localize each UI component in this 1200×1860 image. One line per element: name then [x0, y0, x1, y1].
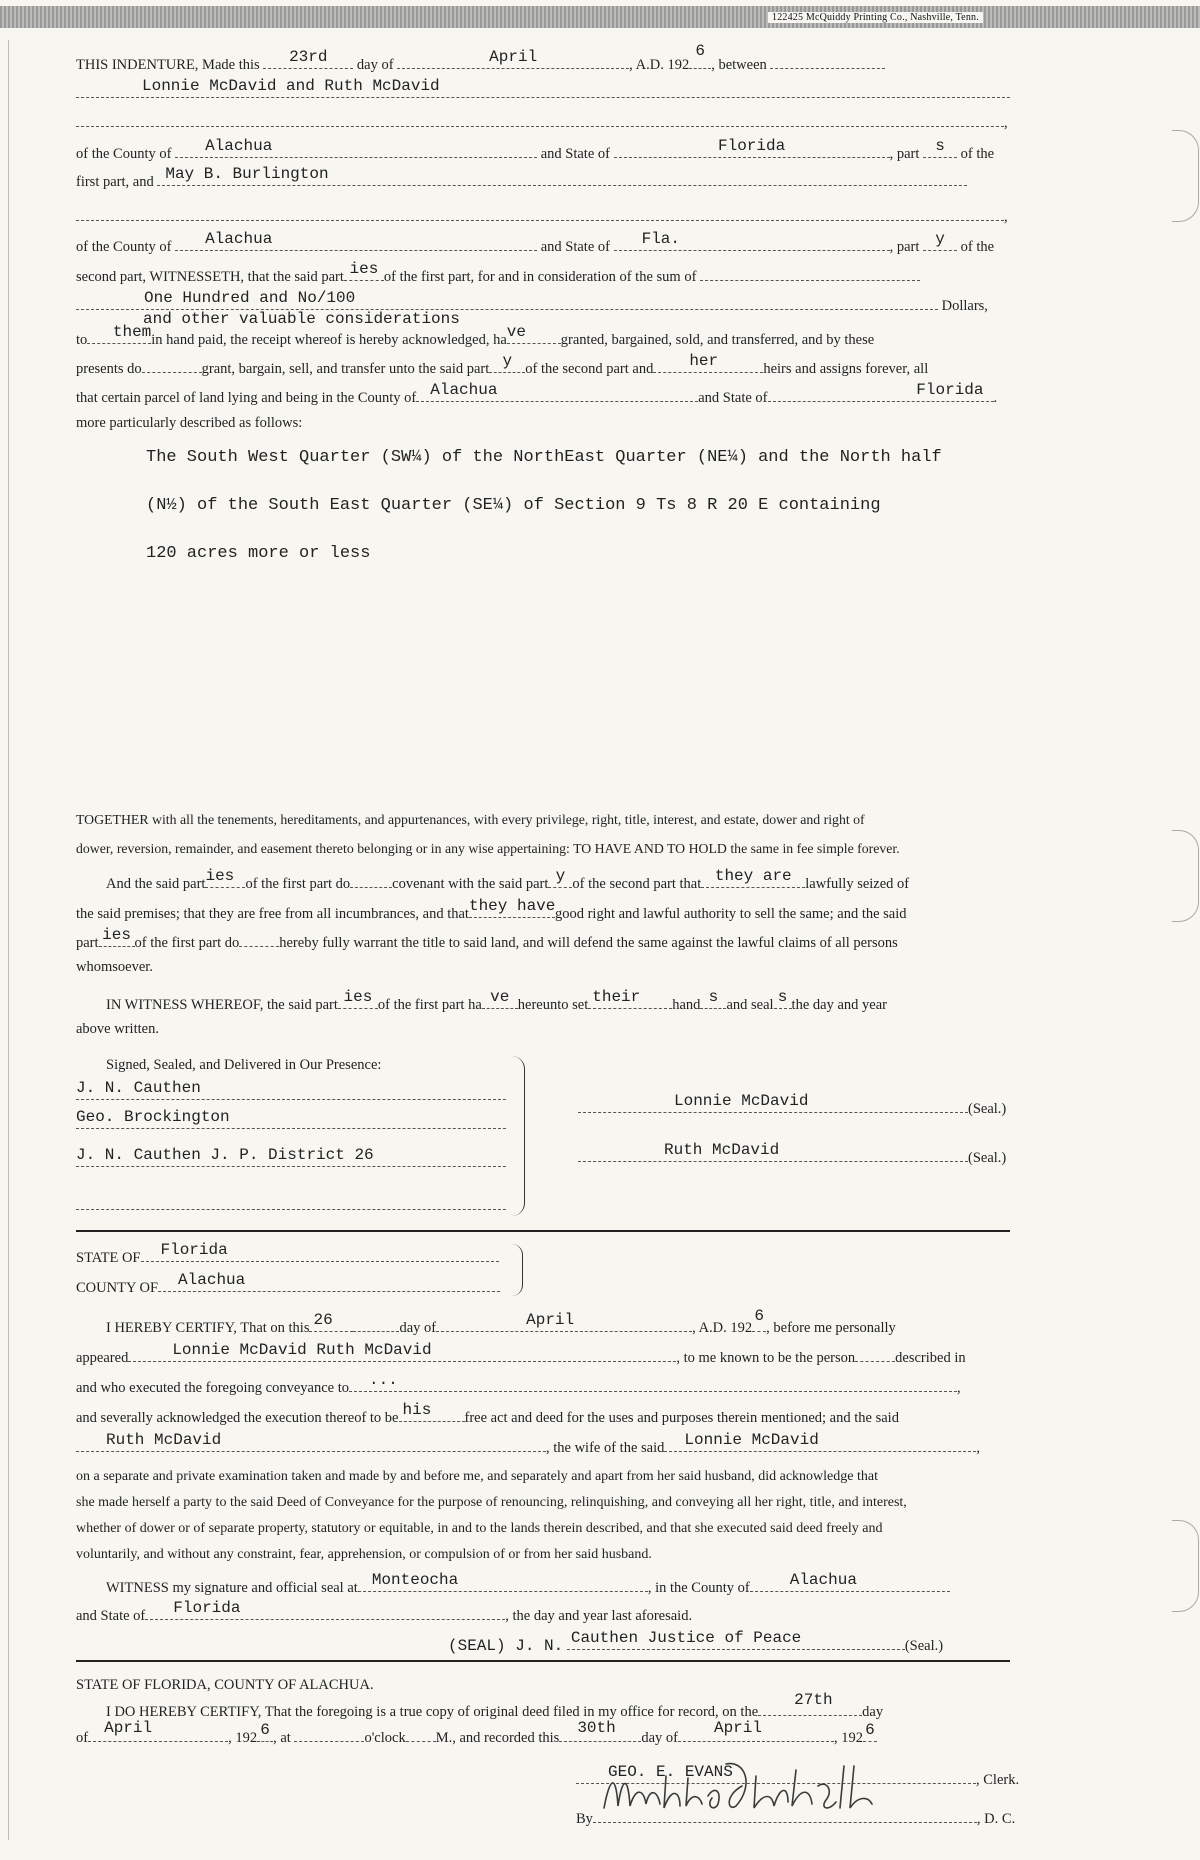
of-county-label: of the County of — [76, 146, 172, 162]
ack-state-blank — [141, 1241, 499, 1262]
granted-label: granted, bargained, sold, and transferred, and by these — [560, 332, 875, 348]
y-value: y — [555, 867, 566, 885]
blank-line: , — [76, 206, 1008, 226]
ack-state2-blank — [145, 1599, 505, 1620]
and-state-label: and State of — [540, 239, 610, 255]
party1-suffix-blank — [923, 137, 957, 158]
witness-f: the day and year — [791, 997, 887, 1013]
known-label: , to me known to be the person — [676, 1350, 856, 1366]
binder-ring-mark — [1172, 130, 1199, 222]
party1-names-line — [76, 77, 1010, 103]
party1-suffix: s — [935, 137, 945, 155]
recorded-year: 6 — [865, 1721, 875, 1739]
executed-line: and who executed the foregoing conveyance to ... , — [76, 1371, 961, 1396]
severally-line — [76, 1401, 899, 1427]
recorded-day: 30th — [577, 1719, 616, 1737]
witness-sig-label: WITNESS my signature and official seal at — [106, 1580, 358, 1596]
party1-county-line — [76, 137, 995, 163]
party2-county-line — [76, 230, 995, 256]
ies-blank — [99, 926, 135, 947]
certify-line — [106, 1307, 896, 1337]
officer-value: Cauthen Justice of Peace — [570, 1629, 802, 1647]
recorded-year-blank — [863, 1721, 877, 1742]
oclock-label: o'clock — [364, 1730, 406, 1746]
filed-day-blank — [758, 1691, 862, 1716]
witnesseth-line — [76, 260, 920, 286]
seal-label: (Seal.) — [968, 1150, 1007, 1166]
month-value: April — [489, 48, 538, 66]
recorded-this-label: M., and recorded this — [435, 1730, 560, 1746]
fill-dash — [294, 1727, 364, 1742]
day-label: day — [862, 1704, 884, 1720]
fill-dash — [353, 1317, 399, 1332]
his-value: his — [402, 1401, 432, 1419]
indenture-made-this: THIS INDENTURE, Made this — [76, 57, 260, 73]
to-label: to — [76, 332, 88, 348]
grantor-1: Lonnie McDavid — [674, 1092, 809, 1110]
presents-do-label: presents do — [76, 361, 142, 377]
second-part-and-label: of the second part and — [525, 361, 654, 377]
warrant-b: hereby fully warrant the title to said land, and will defend the same against the lawful claims of all persons — [279, 935, 898, 951]
covenant-d: of the second part that — [572, 876, 702, 892]
ve-value: ve — [490, 988, 510, 1006]
fill-dash — [239, 932, 279, 947]
witness-sig-line — [76, 1079, 506, 1105]
ies-value: ies — [205, 867, 235, 885]
and-state-label: and State of — [540, 146, 610, 162]
party2-name-line — [76, 165, 967, 191]
party1-state-blank — [614, 137, 890, 158]
party2-state-blank — [614, 230, 890, 251]
her-value: her — [689, 352, 719, 370]
printer-imprint: 122425 McQuiddy Printing Co., Nashville, Tenn. — [768, 12, 983, 23]
ve-value: ve — [506, 323, 526, 341]
husband-blank — [664, 1431, 976, 1452]
place-blank — [358, 1571, 648, 1592]
day-value: 23rd — [289, 48, 328, 66]
executed-label: and who executed the foregoing conveyance to — [76, 1380, 349, 1396]
y-blank — [489, 352, 525, 373]
part-label: , part — [889, 239, 920, 255]
ies-value: ies — [343, 988, 373, 1006]
receipt-line — [76, 323, 875, 349]
particularly-label: more particularly described as follows: — [76, 415, 303, 431]
ack-month: April — [526, 1311, 575, 1329]
ack-state: Florida — [160, 1241, 228, 1259]
ies-value: ies — [102, 926, 131, 944]
first-part-and-label: first part, and — [76, 174, 154, 190]
and-state-label: and State of — [76, 1608, 146, 1624]
wife-blank — [76, 1431, 546, 1452]
grantor-2: Ruth McDavid — [664, 1141, 780, 1159]
day-blank — [263, 48, 353, 69]
warrant-line — [76, 926, 898, 952]
wife-of-label: , the wife of the said — [546, 1440, 665, 1456]
land-state: Florida — [916, 381, 984, 399]
legal-description-line-3: 120 acres more or less — [146, 544, 371, 563]
blank-line: , — [76, 112, 1008, 132]
s-blank — [700, 988, 726, 1009]
witness-blank — [76, 1079, 506, 1100]
filed-day: 27th — [794, 1691, 833, 1709]
land-state-blank — [768, 381, 994, 402]
grantor-blank — [578, 1141, 968, 1162]
party2-county-blank — [175, 230, 537, 251]
between-label: , between — [711, 57, 767, 73]
witness-whereof-line — [106, 988, 887, 1014]
persons-blank — [128, 1341, 676, 1362]
ies-value: ies — [349, 260, 379, 278]
y-blank — [548, 867, 572, 888]
described-in-label: described in — [895, 1350, 966, 1366]
party2-county: Alachua — [205, 230, 273, 248]
ies-blank — [205, 867, 245, 888]
year-a-label: , 192 — [228, 1730, 258, 1746]
legal-description-line-1: The South West Quarter (SW¼) of the NorthEast Quarter (NE¼) and the North half — [146, 448, 942, 467]
ve-blank — [506, 323, 561, 344]
premises-b: good right and lawful authority to sell the same; and the said — [554, 906, 907, 922]
officer-prefix: (SEAL) J. N. — [448, 1637, 564, 1655]
witnesseth-label: second part, WITNESSETH, that the said part — [76, 269, 344, 285]
they-have-value: they have — [468, 897, 556, 915]
officer-line — [448, 1629, 944, 1655]
section-divider — [76, 1660, 1010, 1662]
of-label: of — [76, 1730, 89, 1746]
ack-month-blank — [436, 1311, 692, 1332]
witness-a: IN WITNESS WHEREOF, the said part — [106, 997, 338, 1013]
wife-value: Ruth McDavid — [106, 1431, 222, 1449]
and-state-line — [76, 1599, 693, 1625]
party1-county: Alachua — [205, 137, 273, 155]
day-of-label: day of — [399, 1320, 437, 1336]
together-text-1: TOGETHER with all the tenements, hereditaments, and appurtenances, with every privilege, right, title, interest, and estate, dower and right of — [76, 812, 865, 827]
clerk-name: GEO. E. EVANS — [608, 1763, 733, 1781]
year-blank — [689, 42, 711, 69]
s-value: s — [777, 988, 788, 1006]
ack-county2-blank — [750, 1571, 950, 1592]
witness-sig-line — [76, 1146, 506, 1172]
recording-date-line — [76, 1719, 877, 1747]
land-county: Alachua — [430, 381, 498, 399]
ack-day: 26 — [313, 1311, 333, 1329]
clerk-label: , Clerk. — [976, 1772, 1020, 1788]
year-value: 6 — [695, 42, 705, 60]
separate-text-3: whether of dower or of separate property, statutory or equitable, in and to the lands therein described, and that she executed said deed freely and — [76, 1521, 883, 1536]
ack-state-line — [76, 1241, 499, 1267]
covenant-e: lawfully seized of — [805, 876, 910, 892]
separate-text-1: on a separate and private examination taken and made by and before me, and separately and apart from her said husband, did acknowledge that — [76, 1469, 878, 1484]
their-value: their — [592, 988, 641, 1006]
witness-b: of the first part ha — [377, 997, 482, 1013]
of-the-label: of the — [960, 239, 995, 255]
dollars-label: Dollars, — [941, 298, 988, 314]
ack-county2: Alachua — [789, 1571, 857, 1589]
party2-suffix-blank — [923, 230, 957, 251]
in-county-label: , in the County of — [647, 1580, 750, 1596]
of-county-label: of the County of — [76, 239, 172, 255]
presents-line — [76, 352, 929, 378]
recording-certify: I DO HEREBY CERTIFY, That the foregoing is a true copy of original deed filed in my office for record, on the — [106, 1704, 759, 1720]
at-label: , at — [273, 1730, 291, 1746]
them-blank — [87, 323, 152, 344]
party1-names: Lonnie McDavid and Ruth McDavid — [142, 77, 440, 95]
fill-dash — [700, 266, 920, 281]
day-of-label: day of — [641, 1730, 678, 1746]
s-value: s — [708, 988, 719, 1006]
party1-names-blank — [76, 77, 1010, 98]
seal-label: (Seal.) — [968, 1101, 1007, 1117]
fill-dash — [76, 1195, 506, 1210]
ad-label: , A.D. 192 — [692, 1320, 753, 1336]
they-are-blank — [701, 867, 805, 888]
deputy-clerk-signature — [596, 1756, 896, 1826]
legal-description-line-2: (N½) of the South East Quarter (SE¼) of Section 9 Ts 8 R 20 E containing — [146, 496, 881, 515]
seal-label: (Seal.) — [904, 1638, 944, 1654]
state-of-label: STATE OF — [76, 1250, 141, 1266]
fill-dash — [855, 1347, 895, 1362]
conveyee-value: ... — [368, 1371, 398, 1389]
grant-bargain-label: grant, bargain, sell, and transfer unto the said part — [201, 361, 490, 377]
them-value: them — [112, 323, 152, 341]
husband-value: Lonnie McDavid — [684, 1431, 819, 1449]
they-have-blank — [468, 897, 556, 918]
wife-line: Ruth McDavid , the wife of the said Lonnie McDavid , — [76, 1436, 980, 1457]
binder-ring-mark — [1172, 830, 1199, 922]
covenant-c: covenant with the said part — [392, 876, 549, 892]
witness-sig-line — [76, 1195, 506, 1215]
party2-name: May B. Burlington — [165, 165, 329, 183]
together-text-2: dower, reversion, remainder, and easement thereto belonging or in any wise appertaining: TO HAVE AND TO HOLD the same in fee simple forever. — [76, 841, 900, 856]
fill-dash — [142, 358, 202, 373]
ad-label: , A.D. 192 — [629, 57, 690, 73]
premises-line — [76, 897, 907, 923]
severally-a: and severally acknowledged the execution thereof to be — [76, 1410, 399, 1426]
recorded-day-blank — [559, 1719, 641, 1742]
indenture-line — [76, 42, 885, 74]
warrant-a: of the first part do — [134, 935, 240, 951]
recording-header: STATE OF FLORIDA, COUNTY OF ALACHUA. — [76, 1677, 374, 1693]
land-county-blank — [416, 381, 698, 402]
ve-blank — [482, 988, 518, 1009]
premises-a: the said premises; that they are free from all incumbrances, and that — [76, 906, 469, 922]
grantor-blank — [578, 1092, 968, 1113]
place-value: Monteocha — [371, 1571, 459, 1589]
fill-dash — [76, 112, 1004, 127]
severally-b: free act and deed for the uses and purposes therein mentioned; and the said — [464, 1410, 899, 1426]
witness-seal-line — [106, 1571, 950, 1597]
witness-c: hereunto set — [517, 997, 589, 1013]
part-label: , part — [889, 146, 920, 162]
witness-blank — [76, 1146, 506, 1167]
party1-county-blank — [175, 137, 537, 158]
signature-brace — [512, 1056, 525, 1216]
recorded-month: April — [713, 1719, 762, 1737]
witness-blank — [76, 1108, 506, 1129]
ack-county-line — [76, 1271, 500, 1297]
certify-a: I HEREBY CERTIFY, That on this — [106, 1320, 310, 1336]
last-aforesaid-label: , the day and year last aforesaid. — [505, 1608, 693, 1624]
his-blank — [399, 1401, 465, 1422]
ack-day-blank — [309, 1311, 353, 1332]
month-blank — [397, 48, 629, 69]
witness-1: J. N. Cauthen — [76, 1079, 201, 1097]
dc-label: , D. C. — [976, 1811, 1016, 1827]
recorded-month-blank — [678, 1719, 834, 1742]
filed-year: 6 — [260, 1721, 270, 1739]
and-state-label: and State of — [698, 390, 768, 406]
persons-value: Lonnie McDavid Ruth McDavid — [172, 1341, 432, 1359]
their-blank — [588, 988, 672, 1009]
fill-dash — [770, 54, 885, 69]
covenant-line — [106, 867, 910, 893]
they-are-value: they are — [714, 867, 792, 885]
county-of-label: COUNTY OF — [76, 1280, 159, 1296]
separate-text-4: voluntarily, and without any constraint, fear, apprehension, or compulsion of or from her said husband. — [76, 1547, 652, 1562]
whomsoever: whomsoever. — [76, 959, 153, 975]
grantor-sig-line — [578, 1141, 1007, 1167]
ies-blank — [344, 260, 384, 281]
heirs-assigns-label: heirs and assigns forever, all — [763, 361, 929, 377]
sum-value: One Hundred and No/100 — [144, 289, 356, 307]
party2-state: Fla. — [641, 230, 680, 248]
ack-county-blank — [158, 1271, 500, 1292]
fill-dash — [76, 206, 1004, 221]
by-label: By — [576, 1811, 593, 1827]
left-margin-rule — [8, 40, 9, 1840]
covenant-a: And the said part — [106, 876, 206, 892]
witness-d: hand — [672, 997, 701, 1013]
above-written: above written. — [76, 1021, 159, 1037]
witness-2: Geo. Brockington — [76, 1108, 230, 1126]
fill-dash — [406, 1727, 436, 1742]
party2-suffix: y — [935, 230, 945, 248]
consideration-label: of the first part, for and in consideration of the sum of — [383, 269, 697, 285]
party2-name-blank — [157, 165, 967, 186]
year-b-label: , 192 — [833, 1730, 863, 1746]
binder-ring-mark — [1172, 1520, 1199, 1612]
fill-dash — [350, 873, 392, 888]
witness-sig-line — [76, 1108, 506, 1134]
state-brace — [512, 1244, 523, 1296]
witness-e: and seal — [726, 997, 774, 1013]
officer-blank — [567, 1629, 905, 1650]
parcel-line: that certain parcel of land lying and being in the County of Alachua and State of Florida . — [76, 381, 998, 406]
other-consideration: and other valuable considerations — [143, 310, 460, 328]
grantor-sig-line — [578, 1092, 1007, 1118]
y-value: y — [502, 352, 513, 370]
party1-state: Florida — [717, 137, 786, 155]
appeared-label: appeared — [76, 1350, 129, 1366]
section-divider — [76, 1230, 1010, 1232]
ack-year-blank — [752, 1307, 766, 1332]
ack-county: Alachua — [178, 1271, 246, 1289]
filed-month-blank — [88, 1719, 228, 1742]
day-of-label: day of — [356, 57, 394, 73]
presence-label: Signed, Sealed, and Delivered in Our Presence: — [106, 1057, 382, 1073]
ack-state2: Florida — [173, 1599, 241, 1617]
filed-year-blank — [257, 1721, 273, 1742]
parcel-county-label: that certain parcel of land lying and being in the County of — [76, 390, 417, 406]
part-label: part — [76, 935, 99, 951]
of-the-label: of the — [960, 146, 995, 162]
recording-certify-line — [106, 1691, 884, 1721]
her-blank — [653, 352, 763, 373]
in-hand-paid-label: in hand paid, the receipt whereof is hereby acknowledged, ha — [151, 332, 507, 348]
ack-year: 6 — [754, 1307, 764, 1325]
before-me-label: , before me personally — [766, 1320, 896, 1336]
top-border-band — [0, 6, 1200, 28]
appeared-line — [76, 1341, 966, 1367]
separate-text-2: she made herself a party to the said Deed of Conveyance for the purpose of renouncing, relinquishing, and conveying all her right, title, and interest, — [76, 1495, 907, 1510]
witness-3: J. N. Cauthen J. P. District 26 — [76, 1146, 374, 1164]
ies-blank — [338, 988, 378, 1009]
s-blank — [774, 988, 792, 1009]
covenant-b: of the first part do — [245, 876, 351, 892]
filed-month: April — [104, 1719, 153, 1737]
sum-blank — [76, 289, 938, 310]
